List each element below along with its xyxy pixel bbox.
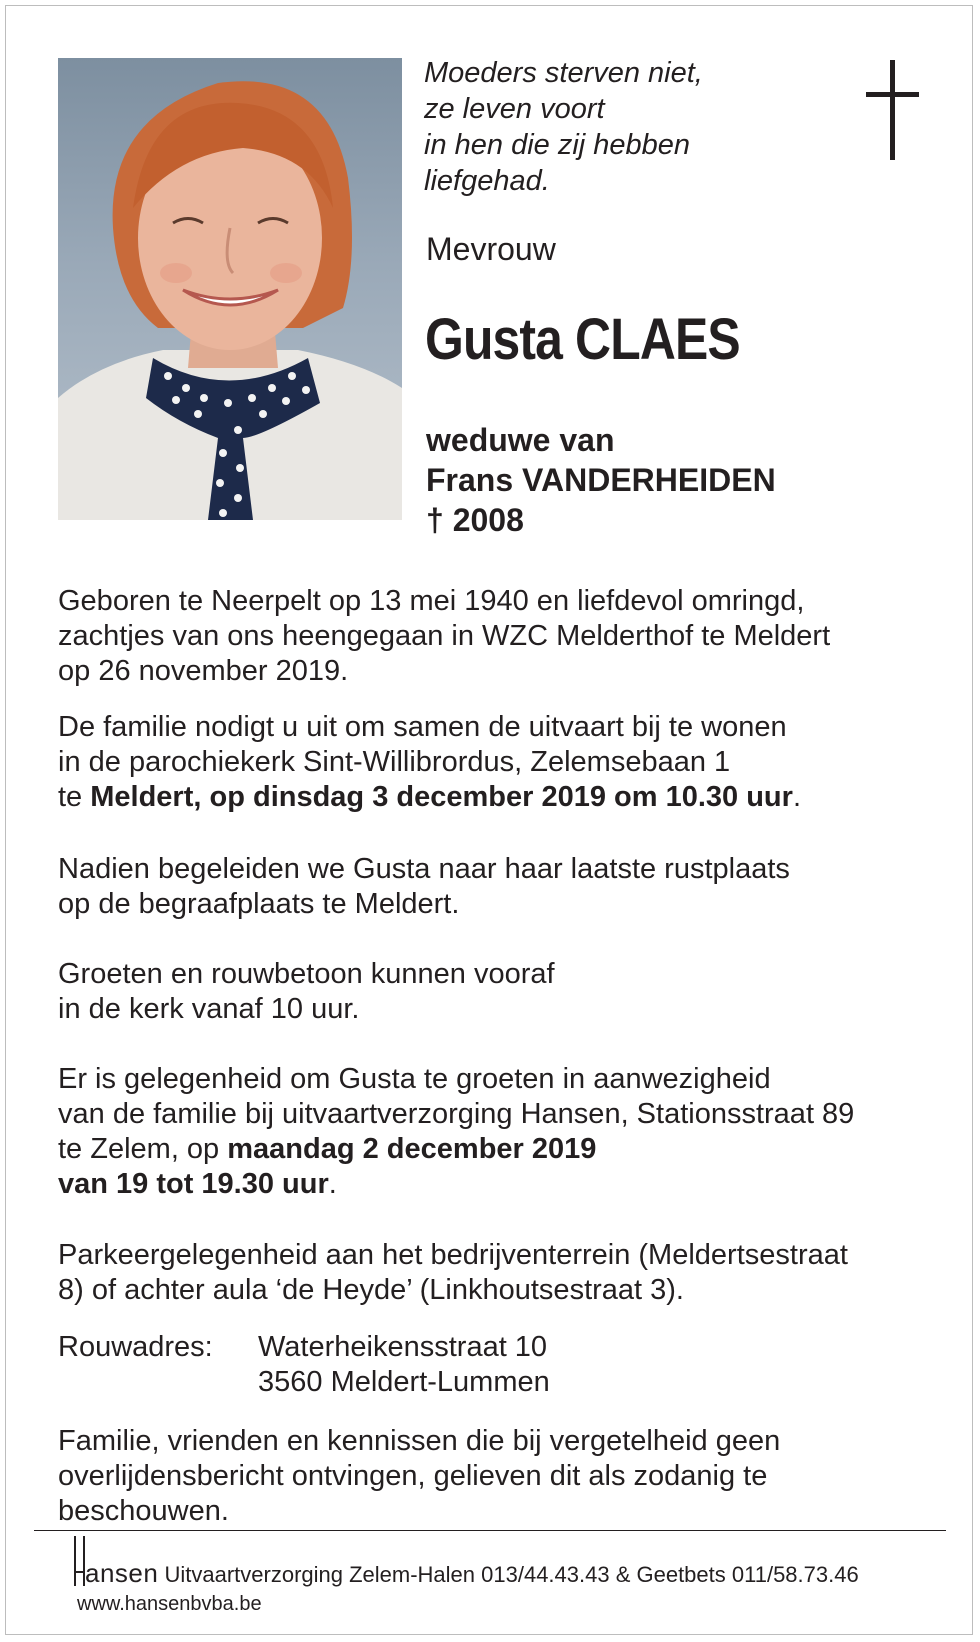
text-line — [58, 780, 801, 815]
condolence-paragraph — [58, 1424, 780, 1529]
text-line: beschouwen. — [58, 1495, 229, 1527]
mourning-address-label: Rouwadres: — [58, 1331, 213, 1363]
poem-line: liefgehad. — [424, 165, 550, 197]
spouse-death-year: † 2008 — [426, 502, 524, 538]
text-span: te Zelem, op — [58, 1133, 228, 1165]
text-line: 8) of achter aula ‘de Heyde’ (Linkhoutsestraat 3). — [58, 1274, 684, 1306]
text-line: in de kerk vanaf 10 uur. — [58, 993, 360, 1025]
poem-line: in hen die zij hebben — [424, 129, 691, 161]
spouse-name: Frans VANDERHEIDEN — [426, 462, 776, 498]
address-line: 3560 Meldert-Lummen — [258, 1366, 550, 1398]
visitation-time: van 19 tot 19.30 uur — [58, 1168, 329, 1200]
visitation-date: maandag 2 december 2019 — [227, 1133, 597, 1165]
memorial-poem — [424, 55, 703, 199]
spouse-line: weduwe van — [426, 422, 615, 458]
poem-line: Moeders sterven niet, — [424, 57, 703, 89]
latin-cross-icon — [862, 60, 922, 160]
birth-death-paragraph — [58, 584, 830, 689]
funeral-date-time: Meldert, op dinsdag 3 december 2019 om 10.30 uur — [90, 781, 793, 813]
text-line: van de familie bij uitvaartverzorging Hansen, Stationsstraat 89 — [58, 1098, 855, 1130]
text-line — [58, 1132, 854, 1167]
text-span: . — [792, 781, 801, 813]
visitation-paragraph — [58, 1062, 854, 1202]
poem-line: ze leven voort — [424, 93, 605, 125]
burial-paragraph — [58, 852, 790, 922]
funeral-home-website[interactable]: www.hansenbvba.be — [77, 1593, 262, 1615]
text-line: in de parochiekerk Sint-Willibrordus, Zelemsebaan 1 — [58, 746, 731, 778]
text-line: op de begraafplaats te Meldert. — [58, 888, 460, 920]
parking-paragraph — [58, 1238, 848, 1308]
honorific: Mevrouw — [426, 231, 556, 267]
text-line: Geboren te Neerpelt op 13 mei 1940 en liefdevol omringd, — [58, 585, 805, 617]
deceased-name: Gusta CLAES — [425, 307, 740, 372]
text-line: op 26 november 2019. — [58, 655, 349, 687]
text-span: . — [328, 1168, 337, 1200]
text-line: Er is gelegenheid om Gusta te groeten in aanwezigheid — [58, 1063, 771, 1095]
funeral-home-info — [77, 1558, 859, 1589]
greeting-paragraph — [58, 957, 555, 1027]
text-line: Nadien begeleiden we Gusta naar haar laatste rustplaats — [58, 853, 790, 885]
portrait-photo — [58, 58, 402, 520]
text-line: Familie, vrienden en kennissen die bij vergetelheid geen — [58, 1425, 781, 1457]
text-line — [58, 1167, 854, 1202]
address-line: Waterheikensstraat 10 — [258, 1331, 548, 1363]
text-line: Groeten en rouwbetoon kunnen vooraf — [58, 958, 555, 990]
footer-divider — [34, 1530, 946, 1531]
text-line: zachtjes van ons heengegaan in WZC Melderthof te Meldert — [58, 620, 831, 652]
spouse-info — [426, 420, 776, 540]
funeral-home-contact: Uitvaartverzorging Zelem-Halen 013/44.43.43 & Geetbets 011/58.73.46 — [164, 1562, 859, 1587]
text-line: overlijdensbericht ontvingen, gelieven dit als zodanig te — [58, 1460, 768, 1492]
text-line: Parkeergelegenheid aan het bedrijventerrein (Meldertsestraat — [58, 1239, 848, 1271]
text-line: De familie nodigt u uit om samen de uitvaart bij te wonen — [58, 711, 787, 743]
mourning-address — [258, 1330, 550, 1400]
funeral-paragraph — [58, 710, 801, 815]
funeral-home-brand: ansen — [85, 1558, 159, 1588]
text-span: te — [58, 781, 91, 813]
